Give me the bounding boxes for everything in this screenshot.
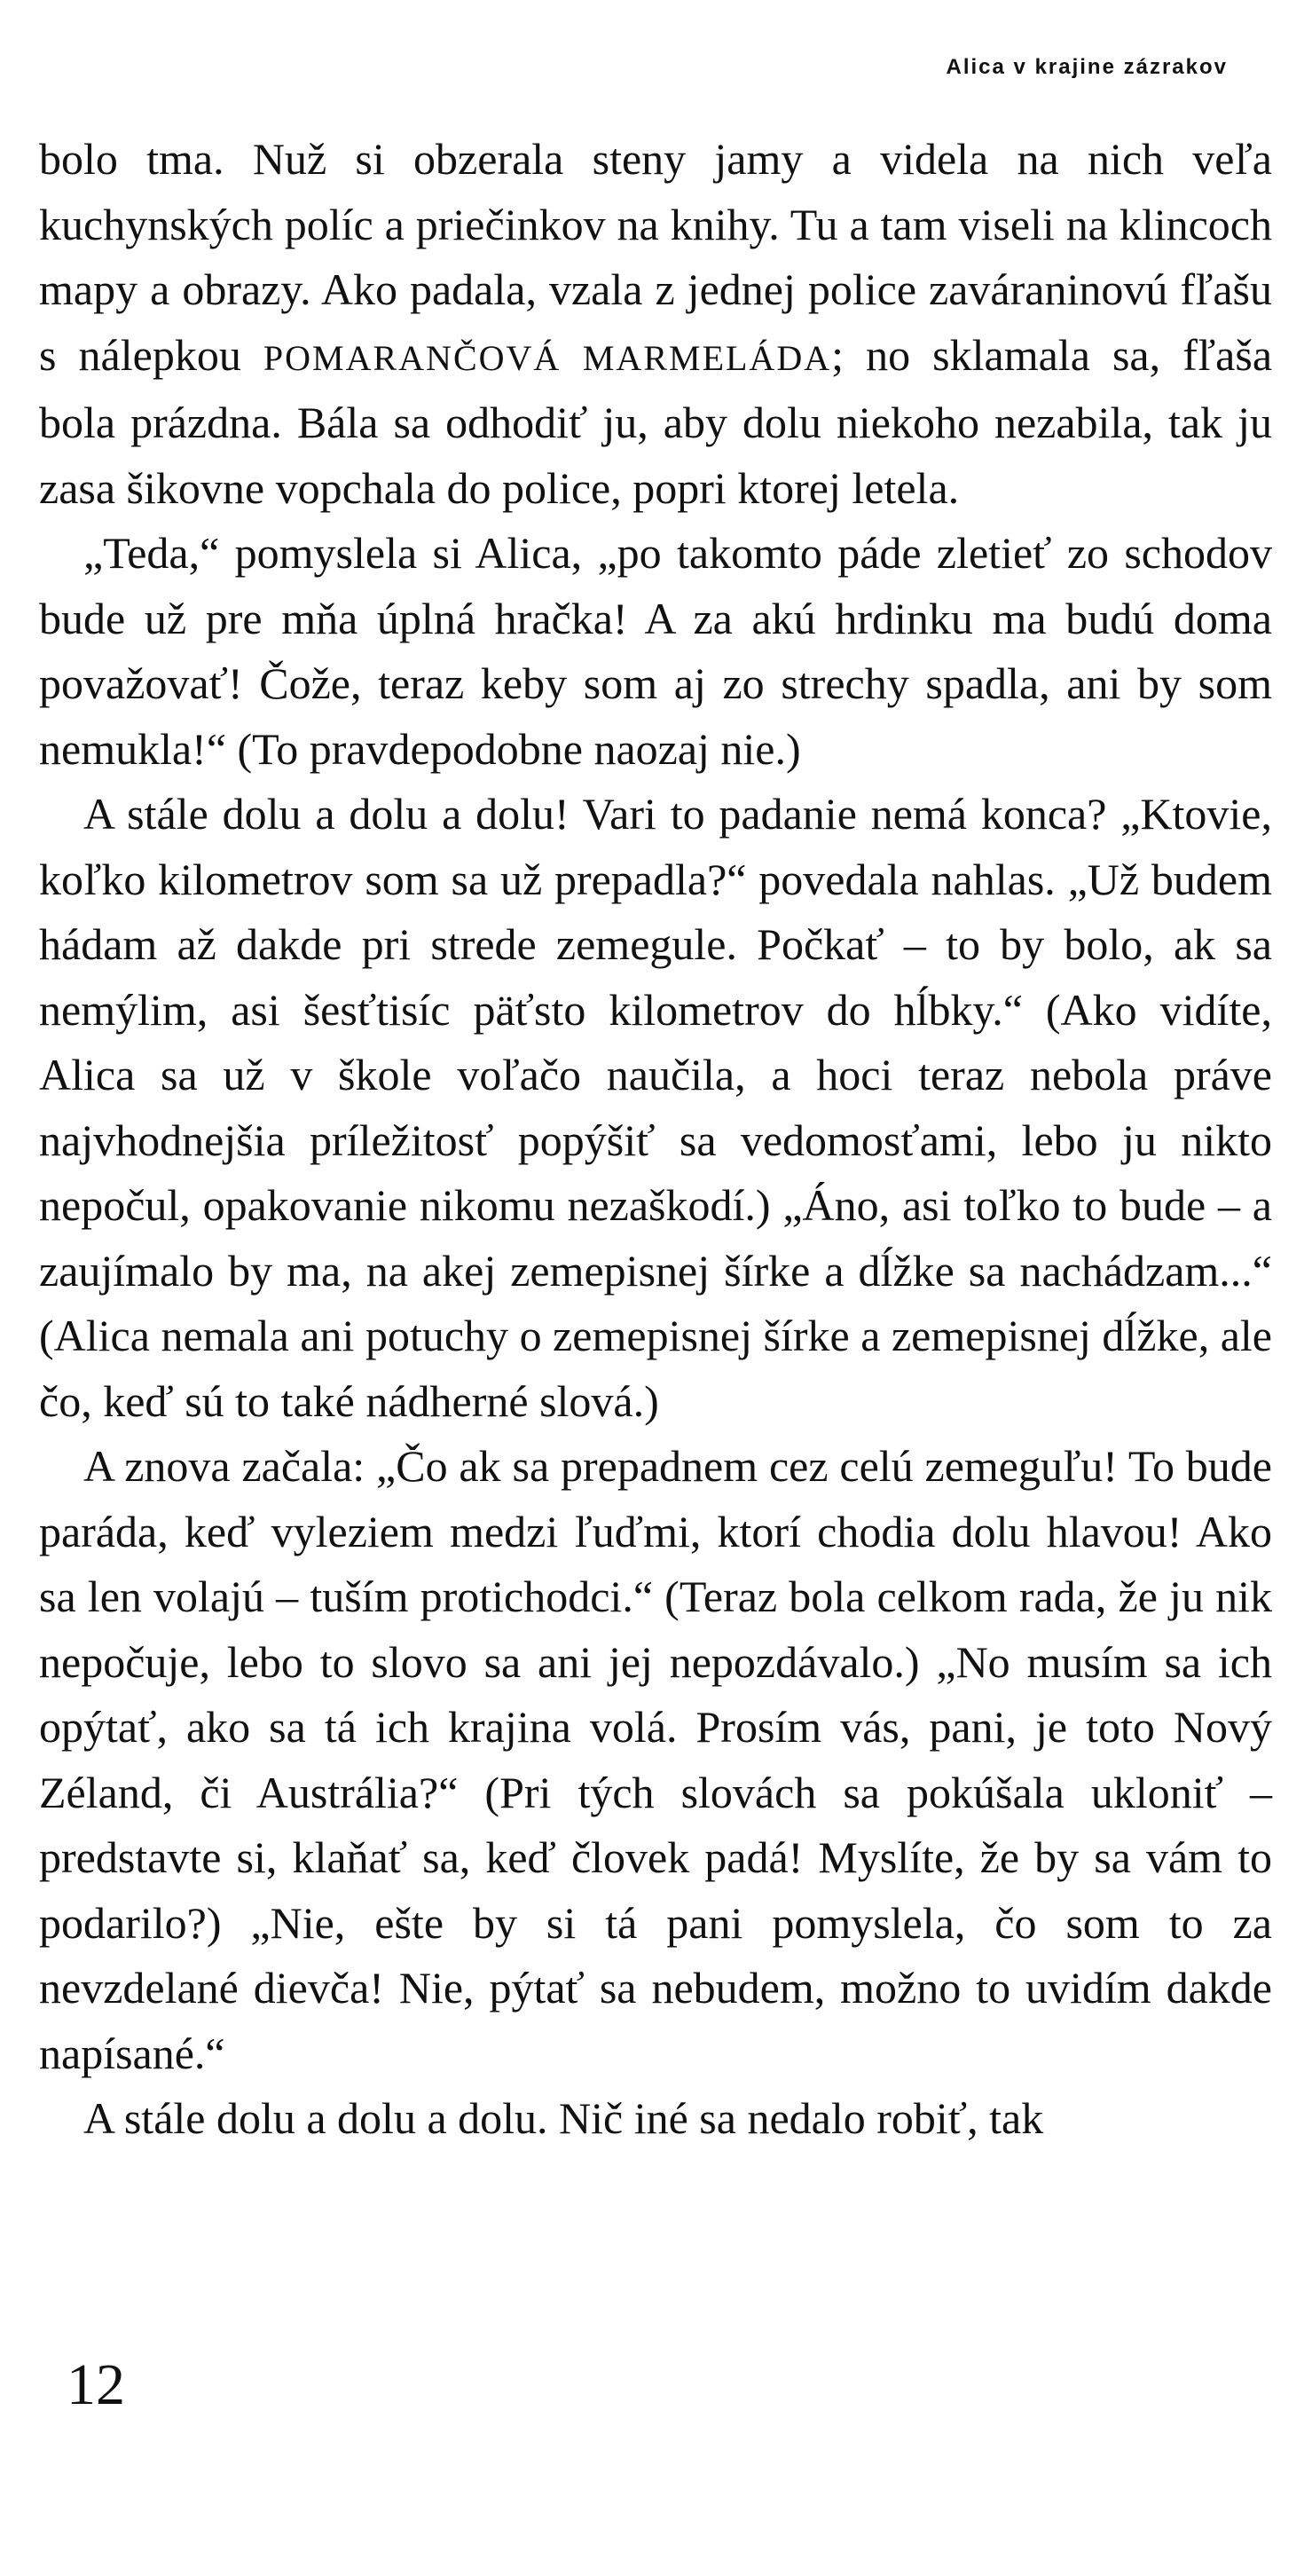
paragraph-2: „Teda,“ pomyslela si Alica, „po takomto páde zletieť zo schodov bude už pre mňa úplná hračka! A za akú hrdinku ma budú doma považovať! Čože, teraz keby som aj zo strechy spadla, ani by som nemukla!“ (To pravdepodobne naozaj nie.) xyxy=(39,528,1272,774)
paragraph-1 xyxy=(39,127,1272,521)
running-title: Alica v krajine zázrakov xyxy=(946,55,1228,79)
paragraph-5: A stále dolu a dolu a dolu. Nič iné sa nedalo robiť, tak xyxy=(83,2093,1044,2143)
jar-label-text: POMARANČOVÁ MARMELÁDA xyxy=(263,337,832,378)
body-text xyxy=(39,127,1272,2152)
paragraph-1-start: bolo tma. Nuž si obzerala steny jamy a videla na nich veľa kuchynských políc a priečinkov na knihy. Tu a tam viseli na klincoch mapy a obrazy. Ako padala, vzala z jednej police zaváraninovú fľašu s nálepkou xyxy=(39,134,1272,380)
paragraph-3: A stále dolu a dolu a dolu! Vari to padanie nemá konca? „Ktovie, koľko kilometrov som sa už prepadla?“ povedala nahlas. „Už budem hádam až dakde pri strede zemegule. Počkať – to by bolo, ak sa nemýlim, asi šesťtisíc päťsto kilometrov do hĺbky.“ (Ako vidíte, Alica sa už v škole voľačo naučila, a hoci teraz nebola práve najvhodnejšia príležitosť popýšiť sa vedomosťami, lebo ju nikto nepočul, opakovanie nikomu nezaškodí.) „Áno, asi toľko to bude – a zaujímalo by ma, na akej zemepisnej šírke a dĺžke sa nachádzam...“ (Alica nemala ani potuchy o zemepisnej šírke a zemepisnej dĺžke, ale čo, keď sú to také nádherné slová.) xyxy=(39,789,1272,1426)
paragraph-4: A znova začala: „Čo ak sa prepadnem cez celú zemeguľu! To bude paráda, keď vyleziem medzi ľuďmi, ktorí chodia dolu hlavou! Ako sa len volajú – tuším protichodci.“ (Teraz bola celkom rada, že ju nik nepočuje, lebo to slovo sa ani jej nepozdávalo.) „No musím sa ich opýtať, ako sa tá ich krajina volá. Prosím vás, pani, je toto Nový Zéland, či Austrália?“ (Pri tých slovách sa pokúšala ukloniť – predstavte si, klaňať sa, keď človek padá! Myslíte, že by sa vám to podarilo?) „Nie, ešte by si tá pani pomyslela, čo som to za nevzdelané dievča! Nie, pýtať sa nebudem, možno to uvidím dakde napísané.“ xyxy=(39,1441,1272,2078)
paragraph-1-end: ; no sklamala sa, fľaša bola prázdna. Bála sa odhodiť ju, aby dolu niekoho nezabila, tak ju zasa šikovne vopchala do police, popri ktorej letela. xyxy=(39,329,1273,513)
page-number: 12 xyxy=(67,2352,125,2417)
